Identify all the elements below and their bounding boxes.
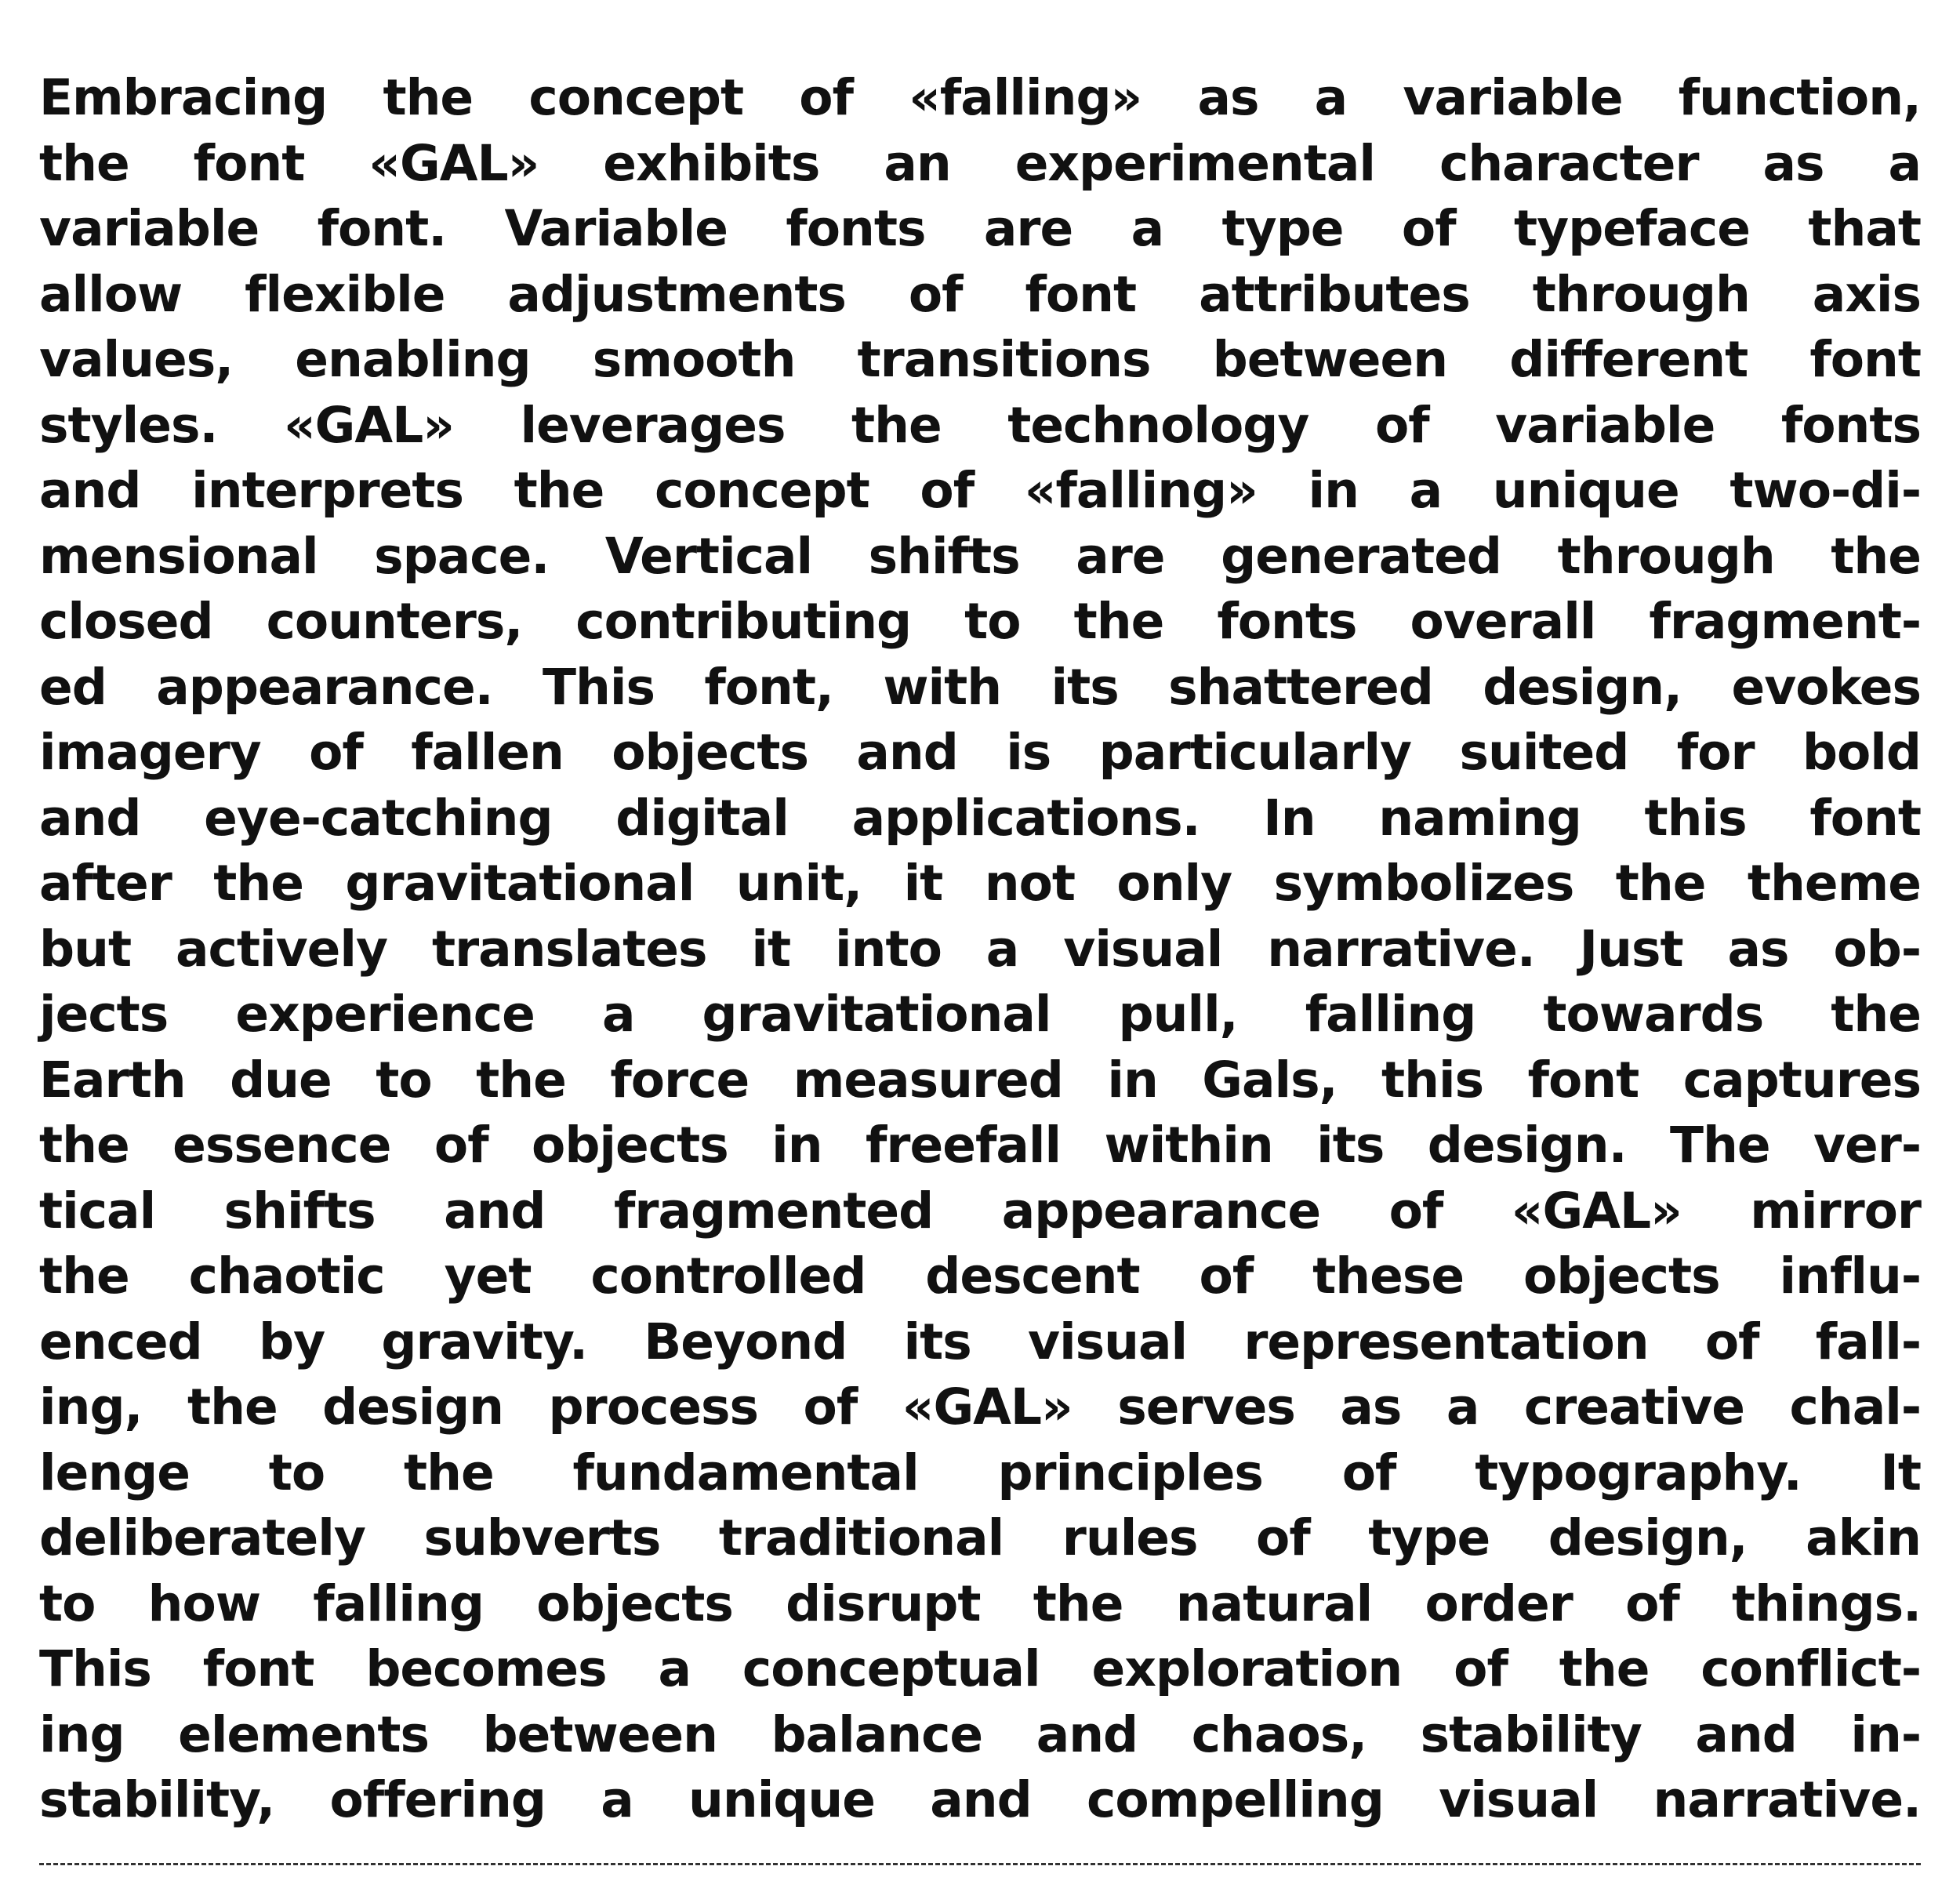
text-line: variable font. Variable fonts are a type of typeface that (39, 200, 1921, 257)
text-line: allow flexible adjustments of font attributes through axis (39, 265, 1921, 323)
text-line: but actively translates it into a visual narrative. Just as ob- (39, 920, 1921, 978)
text-line: the chaotic yet controlled descent of these objects influ- (39, 1247, 1921, 1305)
text-line: stability, offering a unique and compelling visual narrative. (39, 1771, 1921, 1828)
text-line: enced by gravity. Beyond its visual representation of fall- (39, 1313, 1921, 1371)
text-line: imagery of fallen objects and is particularly suited for bold (39, 724, 1921, 781)
dashed-divider (39, 1863, 1921, 1865)
text-line: after the gravitational unit, it not only symbolizes the theme (39, 855, 1921, 912)
text-line: Earth due to the force measured in Gals, this font captures (39, 1051, 1921, 1109)
text-line: lenge to the fundamental principles of typography. It (39, 1443, 1921, 1501)
text-line: tical shifts and fragmented appearance of «GAL» mirror (39, 1182, 1921, 1240)
text-line: and eye-catching digital applications. In naming this font (39, 789, 1921, 847)
text-line: and interprets the concept of «falling» in a unique two-di- (39, 462, 1921, 519)
text-line: ing elements between balance and chaos, stability and in- (39, 1705, 1921, 1763)
text-line: ed appearance. This font, with its shattered design, evokes (39, 658, 1921, 716)
text-line: jects experience a gravitational pull, falling towards the (39, 986, 1921, 1043)
specimen-text-block (39, 65, 1921, 1833)
text-line: ing, the design process of «GAL» serves as a creative chal- (39, 1378, 1921, 1436)
text-line: styles. «GAL» leverages the technology of variable fonts (39, 396, 1921, 454)
text-line: the essence of objects in freefall within its design. The ver- (39, 1116, 1921, 1174)
text-line: This font becomes a conceptual exploration of the conflict- (39, 1640, 1921, 1697)
text-line: to how falling objects disrupt the natural order of things. (39, 1574, 1921, 1632)
text-line: the font «GAL» exhibits an experimental character as a (39, 134, 1921, 192)
text-line: Embracing the concept of «falling» as a variable function, (39, 69, 1921, 126)
text-line: closed counters, contributing to the fonts overall fragment- (39, 593, 1921, 650)
text-line: deliberately subverts traditional rules of type design, akin (39, 1509, 1921, 1567)
text-line: mensional space. Vertical shifts are generated through the (39, 527, 1921, 585)
text-line: values, enabling smooth transitions between different font (39, 331, 1921, 388)
